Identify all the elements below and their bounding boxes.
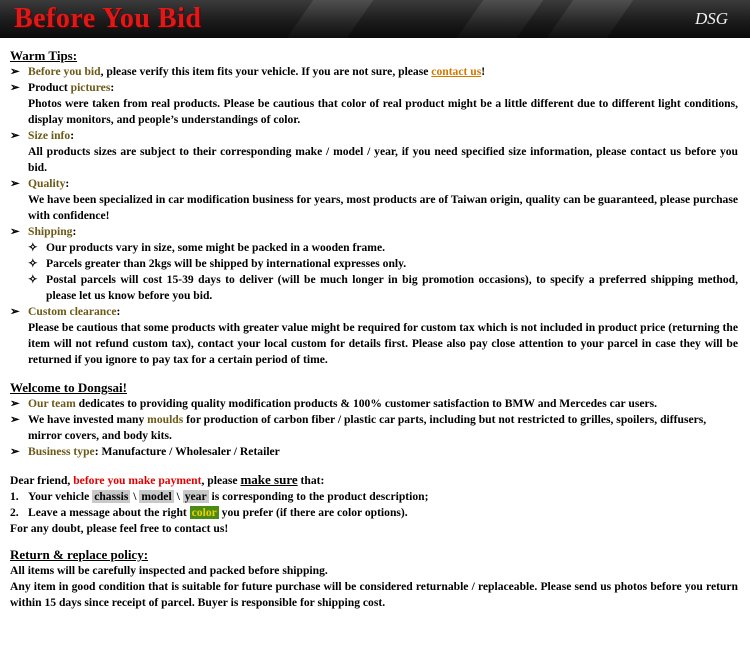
tip-body: All products sizes are subject to their corresponding make / model / year, if you need specified size information, please contact us before you bid. <box>28 145 738 174</box>
return-policy-heading: Return & replace policy: <box>10 547 149 562</box>
header-banner <box>0 0 750 38</box>
tip-body: We have been specialized in car modification business for years, most products are of Taiwan origin, quality can be guaranteed, please purchase with confidence! <box>28 193 738 222</box>
welcome-item: ➢ We have invested many moulds for production of carbon fiber / plastic car parts, including but not restricted to grilles, spoilers, diffusers, mirror covers, and body kits. <box>10 413 707 442</box>
arrow-bullet-icon: ➢ <box>10 129 20 142</box>
tip-body: Photos were taken from real products. Please be cautious that color of real product might be a little different due to different light conditions, display monitors, and people’s understandings of color. <box>28 97 738 126</box>
arrow-bullet-icon: ➢ <box>10 445 20 458</box>
diamond-bullet-icon: ✧ <box>28 273 38 286</box>
banner-stripe <box>547 0 634 38</box>
arrow-bullet-icon: ➢ <box>10 81 20 94</box>
friend-item: 1. Your vehicle chassis \ model \ year is corresponding to the product description; <box>10 490 429 503</box>
brand-logo: DSG <box>694 9 728 28</box>
friend-item: 2. Leave a message about the right color you prefer (if there are color options). <box>10 506 408 519</box>
arrow-bullet-icon: ➢ <box>10 397 20 410</box>
arrow-bullet-icon: ➢ <box>10 177 20 190</box>
banner-stripe <box>287 0 374 38</box>
arrow-bullet-icon: ➢ <box>10 225 20 238</box>
tip-product-pictures: ➢ Product pictures: <box>10 81 115 94</box>
tip-shipping: ➢ Shipping: <box>10 225 77 238</box>
return-line: All items will be carefully inspected and packed before shipping. <box>10 564 328 577</box>
welcome-item: ➢ Our team dedicates to providing quality modification products & 100% customer satisfaction to BMW and Mercedes car users. <box>10 397 658 410</box>
arrow-bullet-icon: ➢ <box>10 305 20 318</box>
banner-stripe <box>457 0 544 38</box>
diamond-bullet-icon: ✧ <box>28 241 38 254</box>
description-content <box>10 48 738 611</box>
tip-before-bid: ➢ Before you bid, please verify this item fits your vehicle. If you are not sure, please contact us! <box>10 65 486 78</box>
banner-title: Before You Bid <box>14 3 202 34</box>
tip-quality: ➢ Quality: <box>10 177 70 190</box>
tip-size-info: ➢ Size info: <box>10 129 75 142</box>
welcome-item: ➢ Business type: Manufacture / Wholesaler / Retailer <box>10 445 280 458</box>
friend-closing: For any doubt, please feel free to contact us! <box>10 522 229 535</box>
shipping-item: ✧ Postal parcels will cost 15-39 days to deliver (will be much longer in big promotion occasions), to specify a preferred shipping method, please let us know before you bid. <box>28 273 738 302</box>
friend-intro: Dear friend, before you make payment, please make sure that: <box>10 472 325 487</box>
shipping-item: ✧ Parcels greater than 2kgs will be shipped by international expresses only. <box>28 257 407 270</box>
arrow-bullet-icon: ➢ <box>10 413 20 426</box>
warm-tips-heading: Warm Tips: <box>10 48 78 63</box>
arrow-bullet-icon: ➢ <box>10 65 20 78</box>
welcome-heading: Welcome to Dongsai! <box>10 380 127 395</box>
return-line: Any item in good condition that is suitable for future purchase will be considered returnable / replaceable. Please send us photos before you return within 15 days since receipt of parcel. Buyer is responsible for shipping cost. <box>10 580 738 609</box>
tip-custom-clearance: ➢ Custom clearance: <box>10 305 121 318</box>
shipping-item: ✧ Our products vary in size, some might be packed in a wooden frame. <box>28 241 386 254</box>
tip-body: Please be cautious that some products with greater value might be required for custom tax which is not included in product price (returning the item will not refund custom tax), contact your local custom for details first. Please also pay close attention to your parcel in case they will be returned if you ignore to pay tax for a certain period of time. <box>28 321 738 366</box>
diamond-bullet-icon: ✧ <box>28 257 38 270</box>
contact-us-link[interactable]: contact us <box>431 65 482 78</box>
